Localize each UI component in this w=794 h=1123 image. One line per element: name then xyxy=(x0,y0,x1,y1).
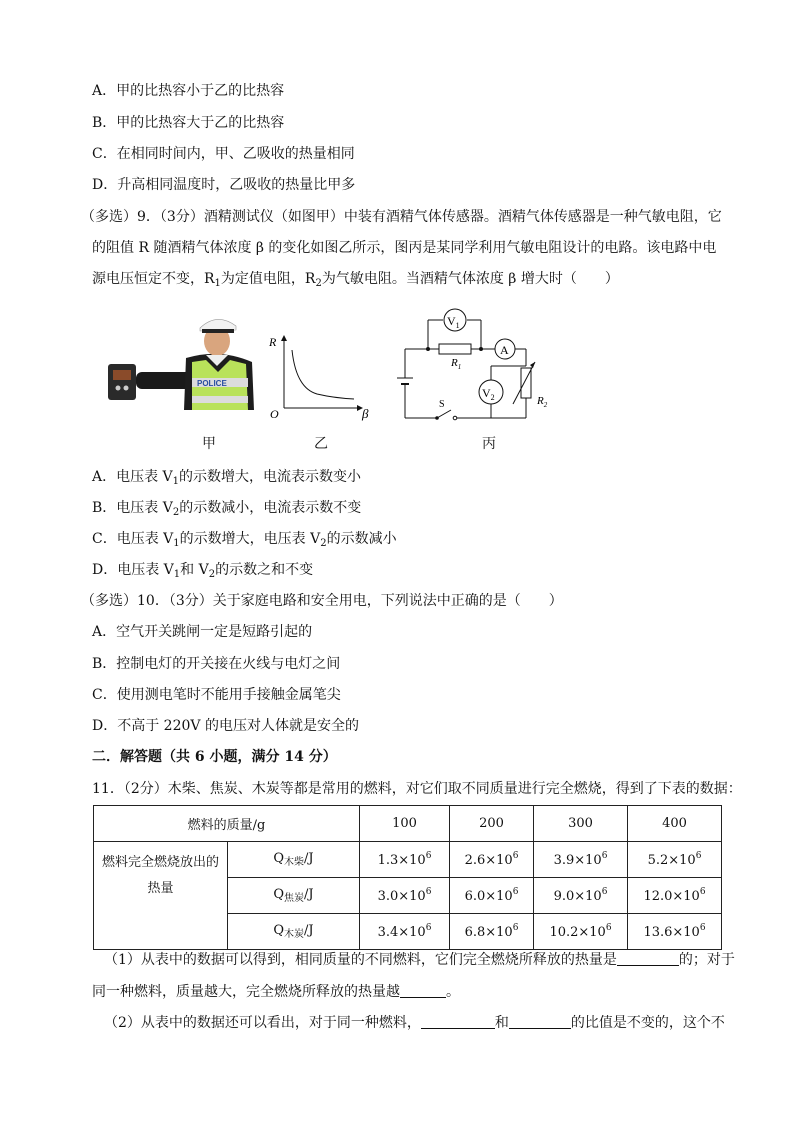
svg-text:V2: $V_2$ xyxy=(482,386,495,402)
table-value-cell: $12.0\times 10^6$ xyxy=(628,878,722,914)
police-label: POLICE xyxy=(197,379,227,388)
table-value-cell: $5.2\times 10^6$ xyxy=(628,842,722,878)
table-mass-cell: 300 xyxy=(534,806,628,842)
q9-option-a: A．电压表 $V_1$的示数增大，电流表示数变小 xyxy=(92,469,362,487)
q10-option-b: B．控制电灯的开关接在火线与电灯之间 xyxy=(92,656,341,672)
circuit-diagram xyxy=(395,306,560,428)
svg-text:R2: $R_2$ xyxy=(537,395,548,409)
table-row-label: 燃料完全燃烧放出的 热量 xyxy=(94,842,228,950)
q11-part2-line1: （2）从表中的数据还可以看出，对于同一种燃料， 和 的比值是不变的，这个不 xyxy=(104,1015,725,1031)
q9-option-c: C．电压表 $V_1$的示数增大，电压表 $V_2$的示数减小 xyxy=(92,531,397,549)
caption-bing: 丙 xyxy=(482,436,496,452)
q9-stem-line2: 的阻值 R 随酒精气体浓度 β 的变化如图乙所示，图丙是某同学利用气敏电阻设计的电路。该电路中电 xyxy=(92,240,717,256)
resistance-concentration-graph xyxy=(262,330,377,425)
q11-part1-line2: 同一种燃料，质量越大，完全燃烧所释放的热量越 。 xyxy=(92,984,460,1000)
svg-text:A: A xyxy=(500,343,509,357)
r1-resistor xyxy=(439,344,471,354)
answer-blank[interactable] xyxy=(617,951,679,966)
q9-option-b: B．电压表 $V_2$的示数减小，电流表示数不变 xyxy=(92,500,362,518)
table-mass-cell: 400 xyxy=(628,806,722,842)
answer-blank[interactable] xyxy=(509,1014,571,1029)
graph-curve xyxy=(292,350,354,399)
caption-yi: 乙 xyxy=(314,436,328,452)
table-mass-cell: 200 xyxy=(450,806,534,842)
q10-option-c: C．使用测电笔时不能用手接触金属笔尖 xyxy=(92,687,341,703)
fuel-heat-table xyxy=(93,805,722,950)
table-value-cell: $6.0\times 10^6$ xyxy=(450,878,534,914)
q9-option-d: D．电压表 $V_1$和 $V_2$的示数之和不变 xyxy=(92,562,314,580)
section-heading: 二．解答题（共 6 小题，满分 14 分） xyxy=(92,749,337,765)
table-value-cell: $6.8\times 10^6$ xyxy=(450,914,534,950)
q9-stem-line3: 源电压恒定不变，$R_1$为定值电阻，$R_2$为气敏电阻。当酒精气体浓度 β 增大时（ ） xyxy=(92,271,619,289)
graph-r-label: R xyxy=(269,335,277,349)
breathalyzer-police-photo xyxy=(106,310,256,410)
answer-blank[interactable] xyxy=(400,983,446,998)
q8-option-b: B．甲的比热容大于乙的比热容 xyxy=(92,115,285,131)
q10-option-d: D．不高于 220V 的电压对人体就是安全的 xyxy=(92,718,359,734)
svg-text:V1: $V_1$ xyxy=(447,314,460,330)
table-mass-cell: 100 xyxy=(360,806,450,842)
q10-stem: （多选）10．（3分）关于家庭电路和安全用电，下列说法中正确的是（ ） xyxy=(81,593,563,609)
caption-jia: 甲 xyxy=(202,436,216,452)
table-header-mass: 燃料的质量/g xyxy=(94,806,360,842)
table-value-cell: $3.0\times 10^6$ xyxy=(360,878,450,914)
table-value-cell: $1.3\times 10^6$ xyxy=(360,842,450,878)
answer-blank[interactable] xyxy=(421,1014,495,1029)
table-fuel-label: $Q_{木炭}/J$ xyxy=(228,914,360,950)
table-value-cell: $2.6\times 10^6$ xyxy=(450,842,534,878)
q8-option-c: C．在相同时间内，甲、乙吸收的热量相同 xyxy=(92,146,355,162)
q8-option-a: A．甲的比热容小于乙的比热容 xyxy=(92,83,285,99)
q10-option-a: A．空气开关跳闸一定是短路引起的 xyxy=(92,624,313,640)
table-value-cell: $9.0\times 10^6$ xyxy=(534,878,628,914)
q11-part1-line1: （1）从表中的数据可以得到，相同质量的不同燃料，它们完全燃烧所释放的热量是 的；对于 xyxy=(104,952,735,968)
graph-origin-label: O xyxy=(270,407,279,421)
table-value-cell: $3.9\times 10^6$ xyxy=(534,842,628,878)
svg-text:S: S xyxy=(439,399,445,410)
q9-stem-line1: （多选）9．（3分）酒精测试仪（如图甲）中装有酒精气体传感器。酒精气体传感器是一种气敏电阻，它 xyxy=(81,209,722,225)
table-value-cell: $13.6\times 10^6$ xyxy=(628,914,722,950)
graph-beta-label: β xyxy=(362,406,369,421)
table-fuel-label: $Q_{焦炭}/J$ xyxy=(228,878,360,914)
q11-stem: 11．（2分）木柴、焦炭、木炭等都是常用的燃料，对它们取不同质量进行完全燃烧，得到了下表的数据： xyxy=(92,781,742,797)
svg-text:R1: $R_1$ xyxy=(451,357,462,371)
table-fuel-label: $Q_{木柴}/J$ xyxy=(228,842,360,878)
q8-option-d: D．升高相同温度时，乙吸收的热量比甲多 xyxy=(92,177,356,193)
table-value-cell: $10.2\times 10^6$ xyxy=(534,914,628,950)
table-value-cell: $3.4\times 10^6$ xyxy=(360,914,450,950)
